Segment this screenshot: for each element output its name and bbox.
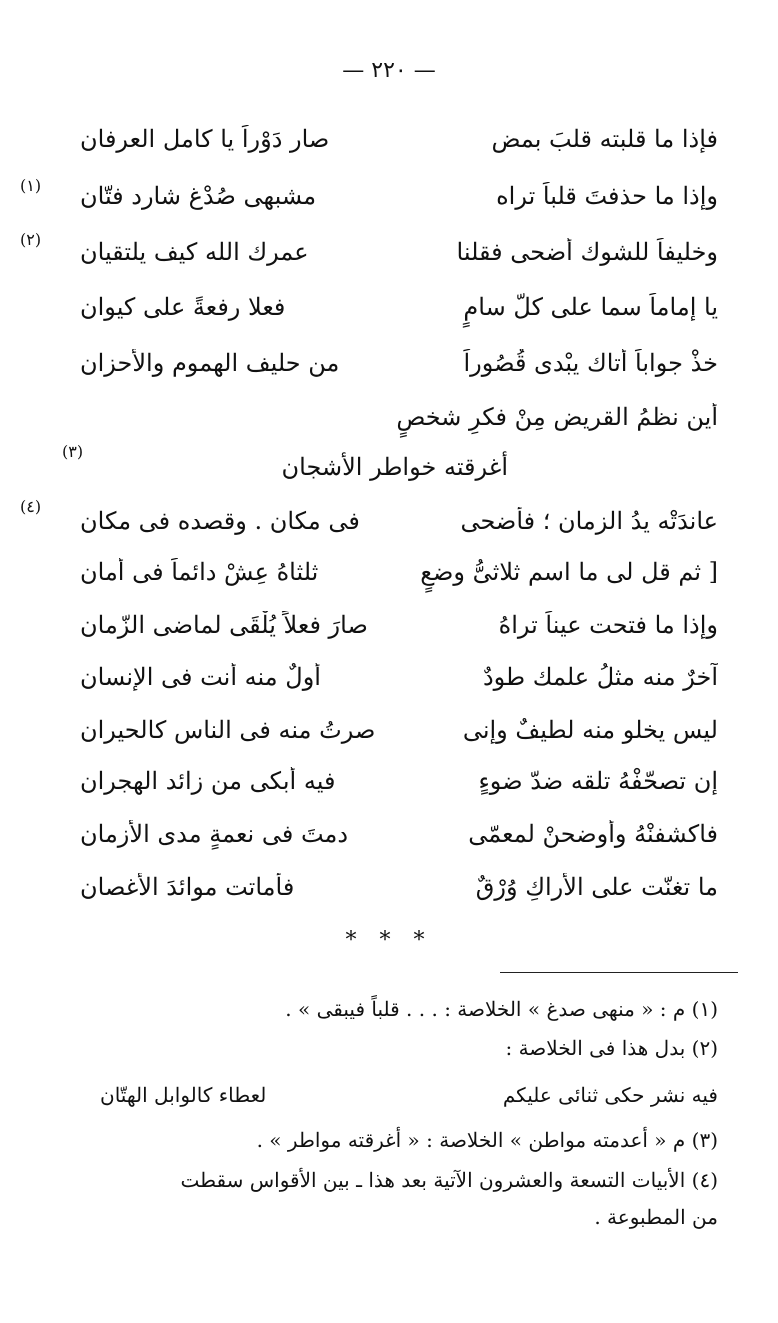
footnote: (١) م : « منهى صدغ » الخلاصة : . . . قلباً فيبقى » . <box>285 997 718 1021</box>
verse-line <box>60 293 718 333</box>
verse-continuation: أغرقته خواطر الأشجان <box>281 453 508 481</box>
footnote-ref: (٤) <box>20 497 42 516</box>
verse-line <box>60 125 718 165</box>
verse-second-hemistich: فأماتت موائدَ الأغصان <box>80 873 295 901</box>
verse-second-hemistich: فيه أبكى من زائد الهجران <box>80 767 336 795</box>
footnote: (٢) بدل هذا فى الخلاصة : <box>505 1036 718 1060</box>
verse-second-hemistich: من حليف الهموم والأحزان <box>80 349 340 377</box>
verse-second-hemistich: فعلا رفعةً على كيوان <box>80 293 286 321</box>
verse-first-hemistich: عاندَتْه يدُ الزمان ؛ فأضحى <box>460 507 718 535</box>
verse-second-hemistich: صارَ فعلاً يُلْقَى لماضى الزّمان <box>80 611 368 639</box>
verse-line <box>60 767 718 807</box>
verse-line <box>60 403 718 443</box>
verse-second-hemistich: صار دَوْراً يا كامل العرفان <box>80 125 330 153</box>
verse-first-hemistich: إن تصحّفْهُ تلقه ضدّ ضوءٍ <box>478 767 718 795</box>
verse-line <box>60 558 718 598</box>
footnote-continuation: من المطبوعة . <box>594 1205 718 1229</box>
footnote-ref: (٢) <box>20 230 42 249</box>
footnote: (٣) م « أعدمته مواطن » الخلاصة : « أغرقته مواطر » . <box>256 1128 718 1152</box>
verse-second-hemistich: عمرك الله كيف يلتقيان <box>80 238 309 266</box>
verse-line <box>60 663 718 703</box>
verse-first-hemistich: وإذا ما حذفتَ قلباً تراه <box>496 182 718 210</box>
verse-second-hemistich: ثلثاهُ عِشْ دائماً فى أمان <box>80 558 319 586</box>
verse-first-hemistich: ليس يخلو منه لطيفٌ وإنى <box>462 716 718 744</box>
verse-first-hemistich: وإذا ما فتحت عيناً تراهُ <box>498 611 718 639</box>
footnote-ref: (١) <box>20 176 42 195</box>
page-number: — ٢٢٠ — <box>342 58 436 83</box>
section-separator: * * * <box>345 928 433 953</box>
verse-line <box>60 238 718 278</box>
verse-line <box>60 507 718 547</box>
footnote-verse-first: فيه نشر حكى ثنائى عليكم <box>502 1083 718 1107</box>
verse-first-hemistich: خذْ جواباً أتاك يبْدى قُصُوراً <box>463 349 718 377</box>
verse-second-hemistich: دمتَ فى نعمةٍ مدى الأزمان <box>80 820 349 848</box>
verse-line <box>60 611 718 651</box>
verse-line <box>60 873 718 913</box>
verse-first-hemistich: آخرٌ منه مثلُ علمك طودٌ <box>482 663 718 691</box>
footnote-ref: (٣) <box>62 442 84 461</box>
verse-first-hemistich: ما تغنّت على الأراكِ وُرْقٌ <box>475 873 718 901</box>
verse-first-hemistich: فاكشفنْهُ وأوضحنْ لمعمّى <box>468 820 718 848</box>
verse-line <box>60 349 718 389</box>
verse-second-hemistich: صرتُ منه فى الناس كالحيران <box>80 716 376 744</box>
verse-line <box>60 820 718 860</box>
verse-second-hemistich: فى مكان . وقصده فى مكان <box>80 507 360 535</box>
verse-first-hemistich: أين نظمُ القريض مِنْ فكرِ شخصٍ <box>396 403 718 431</box>
verse-first-hemistich: وخليفاً للشوك أضحى فقلنا <box>456 238 718 266</box>
footnote-verse-second: لعطاء كالوابل الهتّان <box>100 1083 267 1107</box>
verse-first-hemistich: [ ثم قل لى ما اسم ثلاثىُّ وضعٍ <box>420 558 718 586</box>
verse-line <box>60 182 718 222</box>
verse-first-hemistich: فإذا ما قلبته قلبَ بمض <box>491 125 718 153</box>
verse-first-hemistich: يا إماماً سما على كلّ سامٍ <box>463 293 718 321</box>
verse-line <box>60 716 718 756</box>
verse-second-hemistich: مشبهى صُدْغ شارد فتّان <box>80 182 317 210</box>
verse-second-hemistich: أولٌ منه أنت فى الإنسان <box>80 663 321 691</box>
footnote: (٤) الأبيات التسعة والعشرون الآتية بعد هذا ـ بين الأقواس سقطت <box>180 1168 718 1192</box>
footnote-rule <box>500 972 738 973</box>
